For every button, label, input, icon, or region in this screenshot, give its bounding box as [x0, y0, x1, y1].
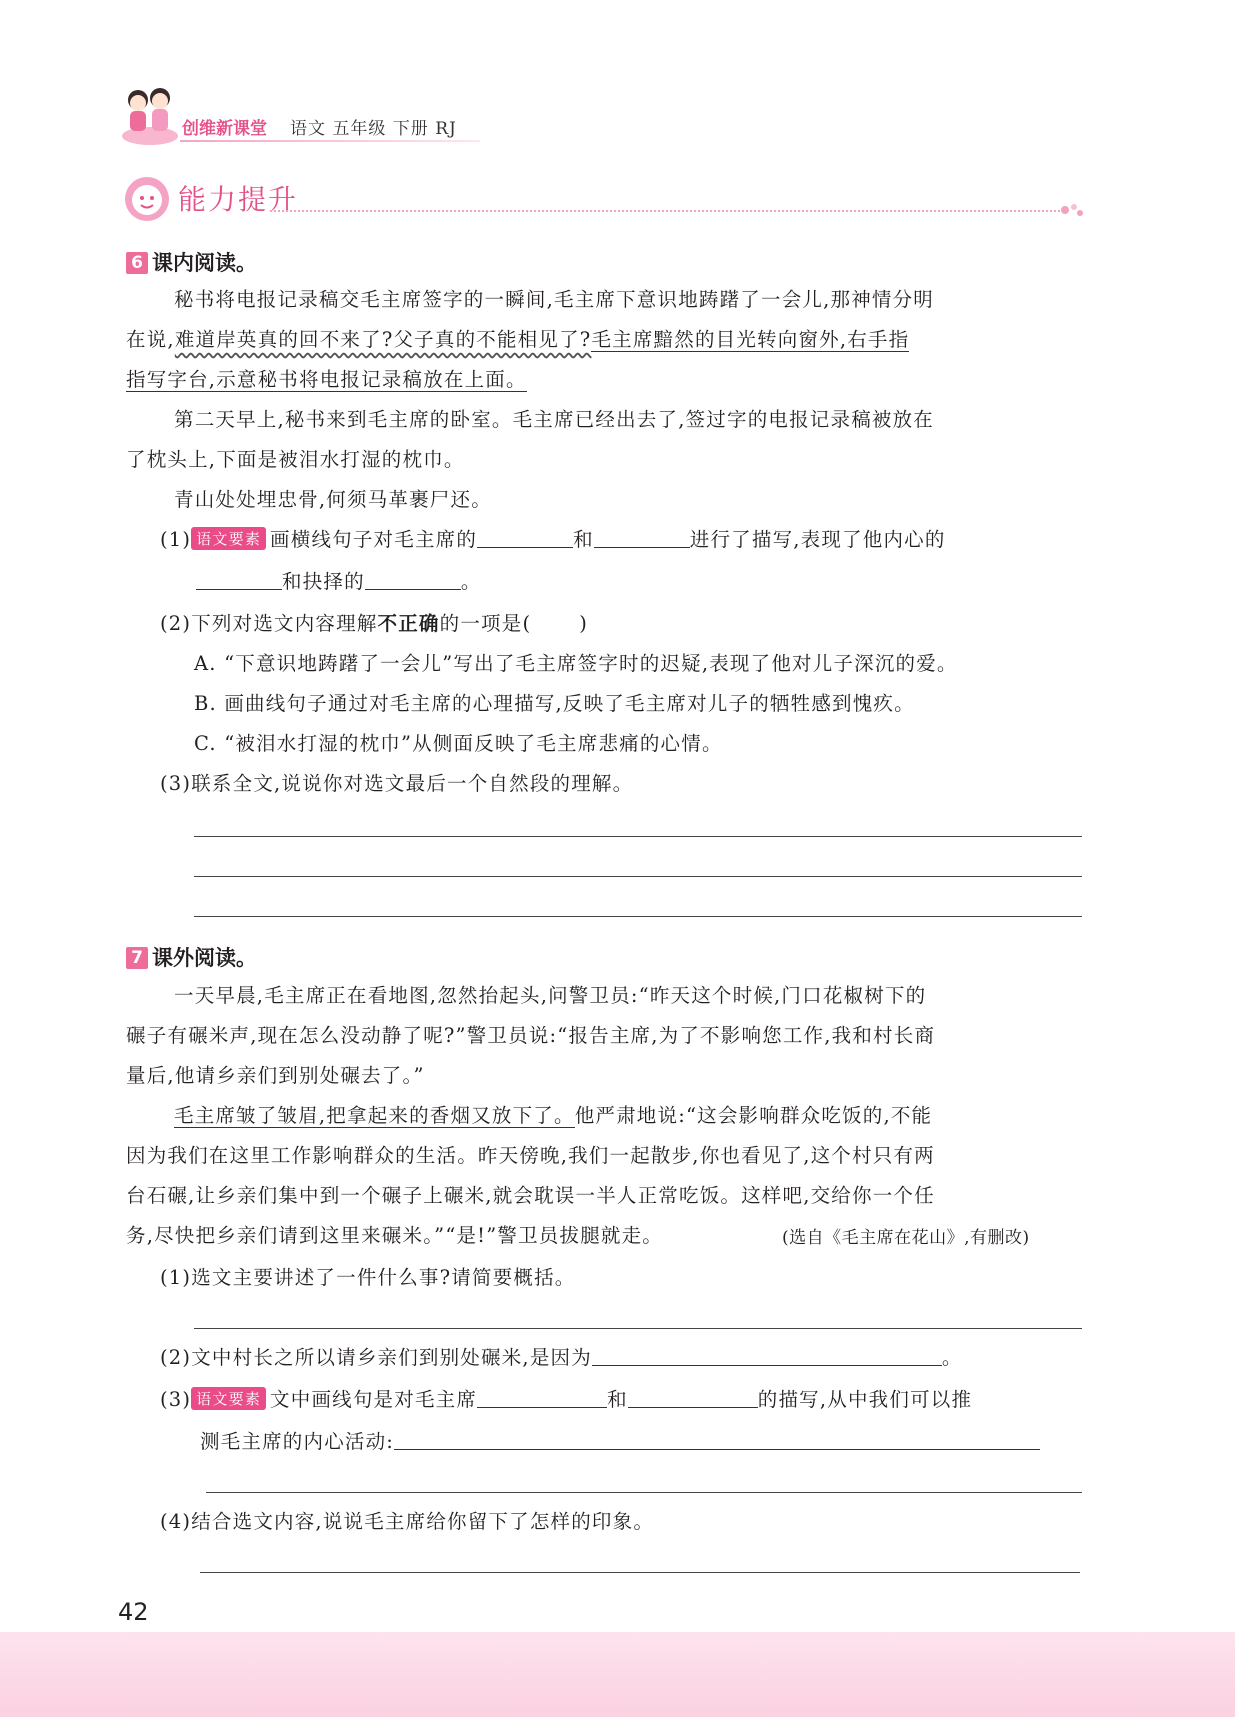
option-a[interactable]: A. “下意识地踌躇了一会儿”写出了毛主席签字时的迟疑,表现了他对儿子深沉的爱。 [194, 652, 958, 675]
sub-question-3 [160, 1384, 972, 1412]
underlined-sentence: 毛主席黯然的目光转向窗外,右手指 [591, 328, 910, 351]
emphasis-text: 不正确 [377, 612, 440, 635]
passage-line: 碾子有碾米声,现在怎么没动静了呢?”警卫员说:“报告主席,为了不影响您工作,我和村长商 [126, 1024, 936, 1047]
sub-question-number: (1) [160, 528, 192, 551]
answer-line[interactable] [200, 1572, 1080, 1573]
sub-question-3-cont [200, 1426, 1040, 1454]
answer-line[interactable] [194, 916, 1082, 917]
answer-blank[interactable] [477, 527, 573, 548]
answer-blank[interactable] [592, 1345, 942, 1366]
sub-question-2 [160, 608, 588, 636]
yuwen-yaosu-tag: 语文要素 [191, 527, 266, 550]
passage-line: 量后,他请乡亲们到别处碾去了。” [126, 1064, 425, 1087]
dots-ornament-icon [1060, 202, 1084, 218]
question-number: 7 [126, 947, 148, 969]
sub-question-1 [160, 524, 946, 552]
answer-blank[interactable] [628, 1387, 758, 1408]
sub-question-1: (1)选文主要讲述了一件什么事?请简要概括。 [160, 1266, 576, 1289]
page-header [120, 84, 540, 150]
underlined-sentence: 指写字台,示意秘书将电报记录稿放在上面。 [126, 368, 527, 391]
question-7-heading [126, 942, 257, 972]
passage-line: 一天早晨,毛主席正在看地图,忽然抬起头,问警卫员:“昨天这个时候,门口花椒树下的 [174, 984, 927, 1007]
question-title: 课外阅读。 [152, 946, 257, 970]
question-text: 和 [573, 528, 594, 551]
question-text: 进行了描写,表现了他内心的 [689, 528, 946, 551]
source-citation: (选自《毛主席在花山》,有删改) [782, 1228, 1030, 1248]
kids-logo-icon [120, 84, 180, 148]
answer-blank[interactable] [196, 569, 282, 590]
question-number: 6 [126, 252, 148, 274]
passage-line [174, 1100, 932, 1128]
passage-line: 第二天早上,秘书来到毛主席的卧室。毛主席已经出去了,签过字的电报记录稿被放在 [174, 408, 934, 431]
answer-line[interactable] [194, 1328, 1082, 1329]
passage-text: 务,尽快把乡亲们请到这里来碾米。”“是!”警卫员拔腿就走。 [126, 1224, 663, 1247]
passage-line: 台石碾,让乡亲们集中到一个碾子上碾米,就会耽误一半人正常吃饭。这样吧,交给你一个任 [126, 1184, 935, 1207]
question-text: 文中画线句是对毛主席 [270, 1388, 478, 1411]
passage-line [126, 1220, 663, 1248]
answer-blank[interactable] [477, 1387, 607, 1408]
sub-question-number: (3) [160, 1388, 192, 1411]
question-6-heading [126, 247, 257, 277]
passage-text: 在说, [126, 328, 175, 351]
question-text: (2)下列对选文内容理解 [160, 612, 378, 635]
option-c[interactable]: C. “被泪水打湿的枕巾”从侧面反映了毛主席悲痛的心情。 [194, 732, 723, 755]
passage-line: 因为我们在这里工作影响群众的生活。昨天傍晚,我们一起散步,你也看见了,这个村只有两 [126, 1144, 935, 1167]
section-title: 能力提升 [178, 183, 299, 216]
page-number: 42 [118, 1598, 149, 1626]
sub-question-3: (3)联系全文,说说你对选文最后一个自然段的理解。 [160, 772, 634, 795]
passage-line: 秘书将电报记录稿交毛主席签字的一瞬间,毛主席下意识地踌躇了一会儿,那神情分明 [174, 288, 934, 311]
passage-line [126, 324, 909, 352]
question-text: (2)文中村长之所以请乡亲们到别处碾米,是因为 [160, 1346, 592, 1369]
question-text: 和 [607, 1388, 628, 1411]
question-title: 课内阅读。 [152, 251, 257, 275]
header-underline [180, 140, 480, 142]
sub-question-2 [160, 1342, 963, 1370]
answer-line[interactable] [206, 1492, 1082, 1493]
passage-line [126, 364, 527, 392]
answer-blank[interactable] [394, 1429, 1040, 1450]
sub-question-1-cont [196, 566, 482, 594]
passage-line: 青山处处埋忠骨,何须马革裹尸还。 [174, 488, 492, 511]
question-text: 画横线句子对毛主席的 [270, 528, 478, 551]
answer-line[interactable] [194, 876, 1082, 877]
underlined-sentence: 毛主席皱了皱眉,把拿起来的香烟又放下了。 [174, 1104, 575, 1127]
question-text: 。 [941, 1346, 963, 1369]
question-text: ) [579, 612, 589, 635]
answer-blank[interactable] [365, 569, 461, 590]
question-text: 。 [460, 570, 482, 593]
yuwen-yaosu-tag: 语文要素 [191, 1387, 266, 1410]
question-text: 的一项是( [439, 612, 532, 635]
passage-text: 他严肃地说:“这会影响群众吃饭的,不能 [574, 1104, 933, 1127]
question-text: 的描写,从中我们可以推 [757, 1388, 973, 1411]
sub-question-4: (4)结合选文内容,说说毛主席给你留下了怎样的印象。 [160, 1510, 655, 1533]
bottom-decorative-band [0, 1632, 1235, 1717]
brand-name: 创维新课堂 [182, 119, 267, 139]
passage-line: 了枕头上,下面是被泪水打湿的枕巾。 [126, 448, 465, 471]
question-text: 测毛主席的内心活动: [200, 1430, 395, 1453]
question-text: 和抉择的 [282, 570, 365, 593]
book-info: 语文 五年级 下册 RJ [290, 119, 457, 139]
section-divider [270, 210, 1060, 212]
answer-line[interactable] [194, 836, 1082, 837]
answer-blank[interactable] [594, 527, 690, 548]
option-b[interactable]: B. 画曲线句子通过对毛主席的心理描写,反映了毛主席对儿子的牺牲感到愧疚。 [194, 692, 915, 715]
wavy-underlined-sentence: 难道岸英真的回不来了?父子真的不能相见了? [174, 328, 592, 351]
boy-avatar-icon [124, 176, 170, 222]
